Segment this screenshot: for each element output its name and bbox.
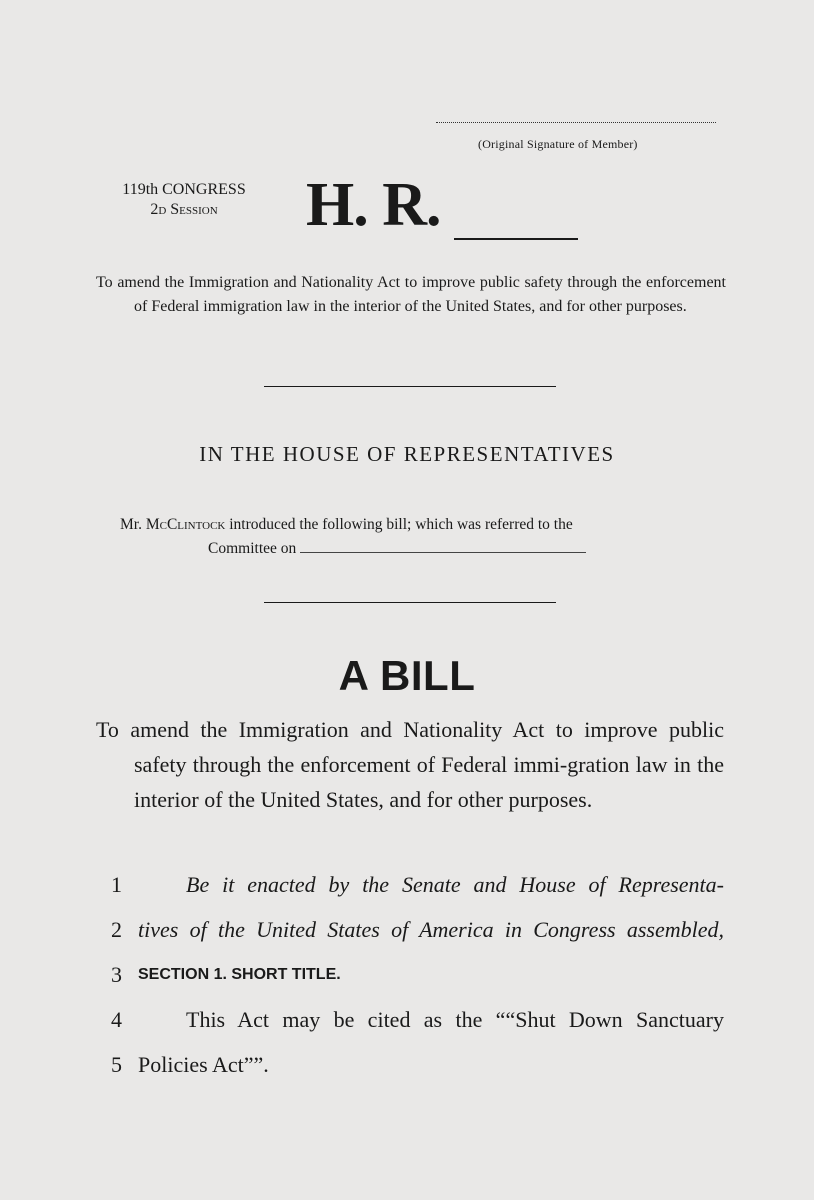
divider-rule	[264, 386, 556, 387]
signature-line	[436, 112, 716, 123]
committee-label: Committee on	[208, 540, 301, 557]
short-title-citation-part1: This Act may be cited as the ““Shut Down Sanctuary	[186, 1007, 724, 1032]
bill-line	[0, 870, 814, 900]
bill-line	[0, 960, 814, 990]
congress-session-block	[96, 180, 272, 220]
bill-designation: H. R.	[306, 171, 441, 239]
line-number: 2	[111, 917, 122, 942]
short-title-citation-part2: Policies Act””.	[138, 1052, 269, 1077]
bill-line	[0, 915, 814, 945]
introduction-statement	[120, 513, 704, 561]
congress-label: 119th CONGRESS	[122, 181, 246, 198]
long-title-text: To amend the Immigration and Nationality Act to improve public safety through the enforcement of Federal immi-gration law in the interior of the United States, and for other purposes.	[96, 717, 724, 812]
bill-line	[0, 1050, 814, 1080]
signature-label: (Original Signature of Member)	[478, 137, 638, 151]
line-number: 5	[111, 1052, 122, 1077]
session-label: 2d Session	[150, 201, 218, 218]
enacting-clause-part2: tives of the United States of America in Congress assembled,	[138, 917, 724, 942]
short-title-text: To amend the Immigration and Nationality Act to improve public safety through the enforcement of Federal immigration law in the interior of the United States, and for other purposes.	[96, 274, 726, 315]
line-number: 4	[111, 1007, 122, 1032]
bill-heading: A BILL	[338, 652, 476, 699]
enacting-clause-part1: Be it enacted by the Senate and House of Representa-	[186, 872, 724, 897]
bill-line	[0, 1005, 814, 1035]
intro-line1-rest: introduced the following bill; which was referred to the	[225, 516, 573, 533]
line-number: 1	[111, 872, 122, 897]
chamber-heading: IN THE HOUSE OF REPRESENTATIVES	[199, 442, 615, 466]
bill-number-blank	[454, 238, 578, 240]
line-number: 3	[111, 962, 122, 987]
long-title	[96, 712, 724, 817]
sponsor-name: McClintock	[145, 516, 226, 533]
divider-rule	[264, 602, 556, 603]
short-title	[96, 271, 726, 319]
section-heading: SECTION 1. SHORT TITLE.	[138, 966, 341, 983]
committee-blank	[300, 540, 586, 553]
sponsor-prefix: Mr.	[120, 516, 146, 533]
